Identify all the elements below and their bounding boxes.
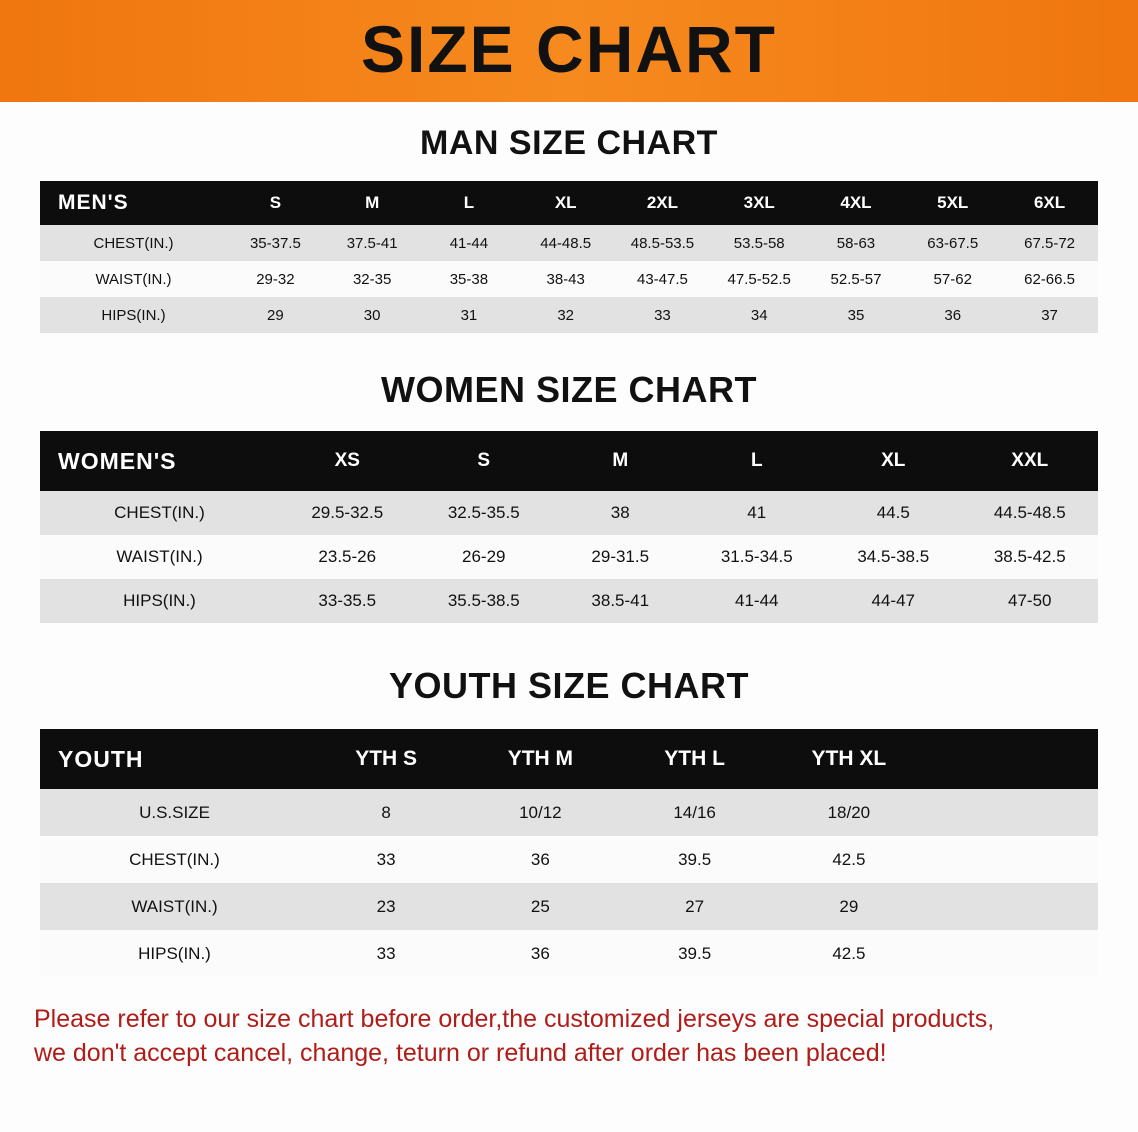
cell: 32: [517, 297, 614, 333]
row-label-chest: CHEST(IN.): [40, 836, 309, 883]
col-header-womens: WOMEN'S: [40, 431, 279, 491]
table-row: [40, 930, 1098, 977]
cell: 30: [324, 297, 421, 333]
cell: 44.5-48.5: [962, 491, 1099, 535]
man-size-table: [40, 181, 1098, 333]
row-label-chest: CHEST(IN.): [40, 225, 227, 261]
cell: 27: [618, 883, 772, 930]
cell: 33: [309, 836, 463, 883]
cell: 41: [689, 491, 826, 535]
cell: 52.5-57: [808, 261, 905, 297]
cell: 44-48.5: [517, 225, 614, 261]
cell: 29-32: [227, 261, 324, 297]
col-header-xl: XL: [825, 431, 962, 491]
cell: 36: [463, 836, 617, 883]
row-label-waist: WAIST(IN.): [40, 535, 279, 579]
table-row: [40, 297, 1098, 333]
row-label-hips: HIPS(IN.): [40, 297, 227, 333]
cell: 44-47: [825, 579, 962, 623]
cell: 25: [463, 883, 617, 930]
row-label-hips: HIPS(IN.): [40, 930, 309, 977]
col-header-xxl: XXL: [962, 431, 1099, 491]
cell: 26-29: [416, 535, 553, 579]
cell: 63-67.5: [904, 225, 1001, 261]
cell: 35.5-38.5: [416, 579, 553, 623]
table-header-row: [40, 181, 1098, 225]
cell: 33-35.5: [279, 579, 416, 623]
cell: 48.5-53.5: [614, 225, 711, 261]
cell: 29: [772, 883, 926, 930]
cell: 35-38: [421, 261, 518, 297]
youth-section-title: YOUTH SIZE CHART: [388, 665, 749, 706]
col-header-yth-m: YTH M: [463, 729, 617, 789]
col-header-xl: XL: [517, 181, 614, 225]
page-banner: [0, 0, 1138, 102]
cell: 67.5-72: [1001, 225, 1098, 261]
cell: 35: [808, 297, 905, 333]
cell: 38.5-41: [552, 579, 689, 623]
col-header-mens: MEN'S: [40, 181, 227, 225]
cell: 36: [904, 297, 1001, 333]
cell: 35-37.5: [227, 225, 324, 261]
cell: 47-50: [962, 579, 1099, 623]
cell: 14/16: [618, 789, 772, 836]
col-header-yth-l: YTH L: [618, 729, 772, 789]
cell: 32-35: [324, 261, 421, 297]
cell: 37.5-41: [324, 225, 421, 261]
cell: 62-66.5: [1001, 261, 1098, 297]
col-header-l: L: [689, 431, 826, 491]
women-section-title: WOMEN SIZE CHART: [381, 369, 757, 410]
col-header-m: M: [324, 181, 421, 225]
table-row: [40, 225, 1098, 261]
cell: 23: [309, 883, 463, 930]
cell: 31: [421, 297, 518, 333]
man-table-wrap: [0, 181, 1138, 333]
women-table-wrap: [0, 431, 1138, 623]
col-header-2xl: 2XL: [614, 181, 711, 225]
row-label-waist: WAIST(IN.): [40, 883, 309, 930]
row-label-chest: CHEST(IN.): [40, 491, 279, 535]
col-header-s: S: [227, 181, 324, 225]
col-header-m: M: [552, 431, 689, 491]
cell: 36: [463, 930, 617, 977]
cell: 39.5: [618, 930, 772, 977]
col-header-6xl: 6XL: [1001, 181, 1098, 225]
cell: 39.5: [618, 836, 772, 883]
col-header-4xl: 4XL: [808, 181, 905, 225]
table-row: [40, 535, 1098, 579]
cell-empty: [926, 836, 1098, 883]
women-size-table: [40, 431, 1098, 623]
row-label-waist: WAIST(IN.): [40, 261, 227, 297]
cell: 44.5: [825, 491, 962, 535]
man-section-title: MAN SIZE CHART: [420, 124, 718, 162]
cell: 34: [711, 297, 808, 333]
disclaimer-line-2: we don't accept cancel, change, teturn or refund after order has been placed!: [34, 1038, 887, 1067]
cell: 42.5: [772, 836, 926, 883]
cell: 29-31.5: [552, 535, 689, 579]
table-row: [40, 883, 1098, 930]
row-label-hips: HIPS(IN.): [40, 579, 279, 623]
cell: 42.5: [772, 930, 926, 977]
cell: 38.5-42.5: [962, 535, 1099, 579]
table-header-row: [40, 431, 1098, 491]
cell-empty: [926, 789, 1098, 836]
table-header-row: [40, 729, 1098, 789]
col-header-s: S: [416, 431, 553, 491]
table-row: [40, 261, 1098, 297]
youth-table-wrap: [0, 729, 1138, 977]
cell: 37: [1001, 297, 1098, 333]
cell: 43-47.5: [614, 261, 711, 297]
col-header-5xl: 5XL: [904, 181, 1001, 225]
table-row: [40, 491, 1098, 535]
cell: 31.5-34.5: [689, 535, 826, 579]
col-header-xs: XS: [279, 431, 416, 491]
cell: 33: [614, 297, 711, 333]
cell: 38-43: [517, 261, 614, 297]
cell: 29: [227, 297, 324, 333]
table-row: [40, 836, 1098, 883]
table-row: [40, 579, 1098, 623]
col-header-l: L: [421, 181, 518, 225]
cell: 57-62: [904, 261, 1001, 297]
col-header-3xl: 3XL: [711, 181, 808, 225]
cell: 29.5-32.5: [279, 491, 416, 535]
col-header-spacer: [926, 729, 1098, 789]
cell: 33: [309, 930, 463, 977]
cell: 8: [309, 789, 463, 836]
cell: 18/20: [772, 789, 926, 836]
cell: 38: [552, 491, 689, 535]
disclaimer-line-1: Please refer to our size chart before order,the customized jerseys are special products,: [34, 1005, 995, 1033]
table-row: [40, 789, 1098, 836]
cell: 10/12: [463, 789, 617, 836]
cell: 32.5-35.5: [416, 491, 553, 535]
cell: 47.5-52.5: [711, 261, 808, 297]
row-label-us-size: U.S.SIZE: [40, 789, 309, 836]
cell: 34.5-38.5: [825, 535, 962, 579]
disclaimer-note: [34, 1003, 1104, 1071]
col-header-youth: YOUTH: [40, 729, 309, 789]
cell: 23.5-26: [279, 535, 416, 579]
cell-empty: [926, 883, 1098, 930]
page-title: SIZE CHART: [361, 12, 777, 86]
cell: 41-44: [421, 225, 518, 261]
col-header-yth-s: YTH S: [309, 729, 463, 789]
cell: 41-44: [689, 579, 826, 623]
cell: 58-63: [808, 225, 905, 261]
col-header-yth-xl: YTH XL: [772, 729, 926, 789]
cell-empty: [926, 930, 1098, 977]
cell: 53.5-58: [711, 225, 808, 261]
youth-size-table: [40, 729, 1098, 977]
